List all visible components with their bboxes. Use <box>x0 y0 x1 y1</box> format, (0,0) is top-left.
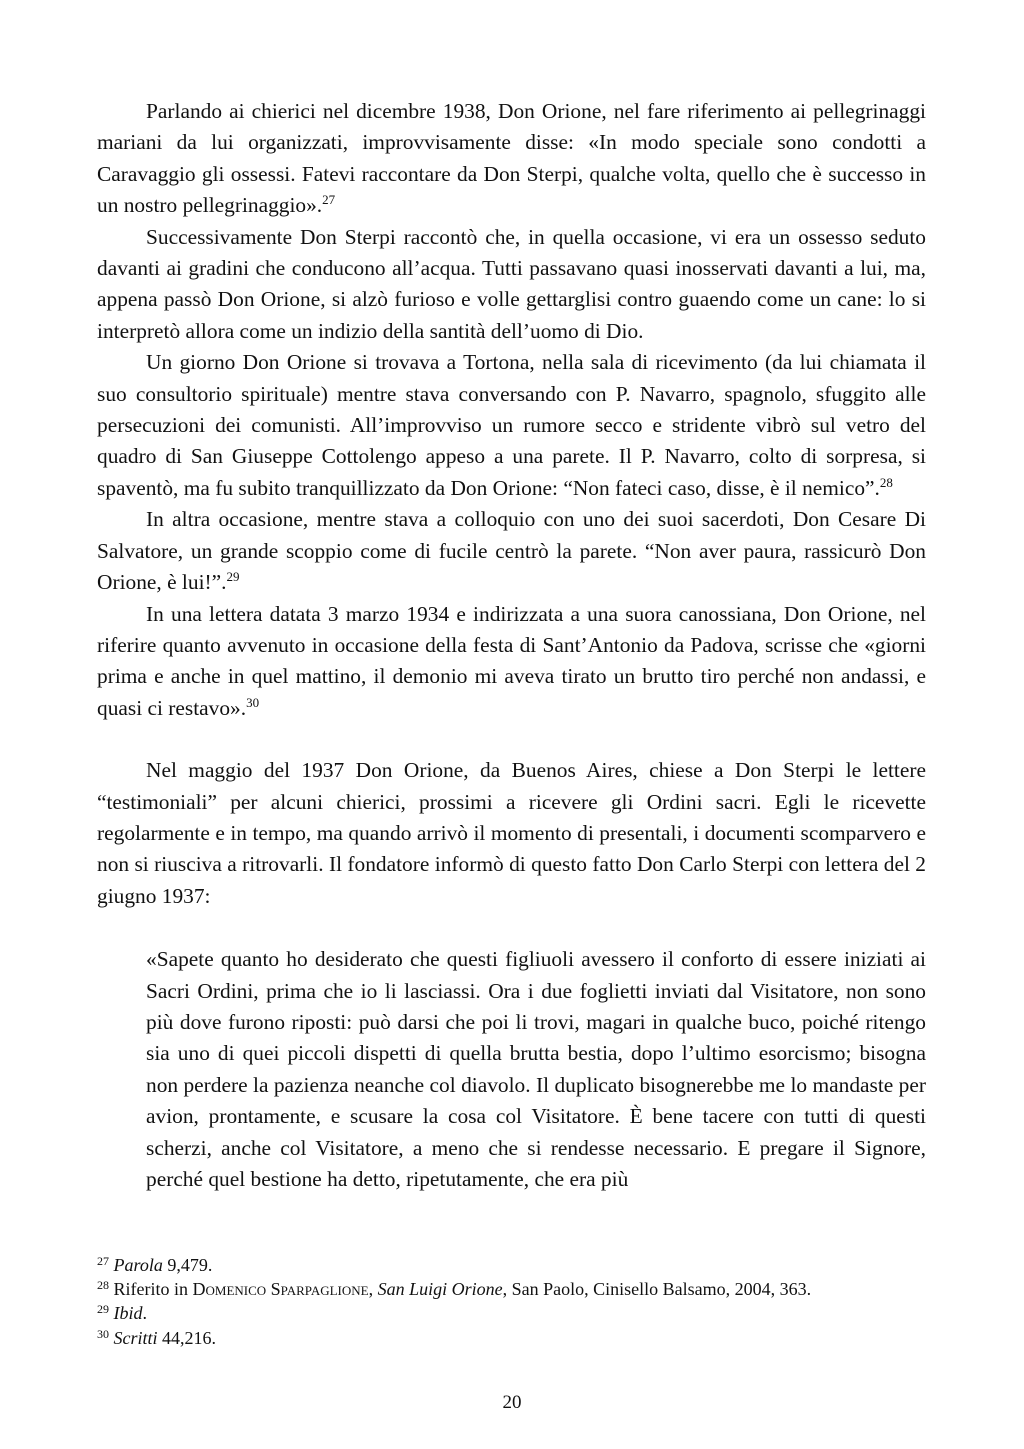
footnote-prefix: Riferito in <box>113 1279 193 1300</box>
footnote-work: Scritti <box>113 1327 158 1348</box>
footnote-30 <box>97 1326 937 1350</box>
footnote-ref: 30 <box>246 694 260 710</box>
paragraph <box>97 222 926 348</box>
footnote-number: 27 <box>97 1254 109 1268</box>
footnote-ref-text: , San Paolo, Cinisello Balsamo, 2004, 363. <box>502 1279 812 1300</box>
footnote-ref-text: . <box>142 1303 147 1324</box>
footnote-ref-text: 44,216. <box>157 1327 216 1348</box>
page-number: 20 <box>502 1392 522 1413</box>
footnote-ref-text: 9,479. <box>162 1255 213 1275</box>
footnote-ref: 28 <box>879 474 893 490</box>
paragraph <box>97 96 926 222</box>
footnote-number: 29 <box>97 1302 109 1317</box>
footnote-separator: , <box>368 1279 378 1300</box>
paragraph-text: Un giorno Don Orione si trovava a Tortona, nella sala di ricevimento (da lui chiamata il suo consultorio spirituale) mentre stava conversando con P. Navarro, spagnolo, sfuggito alle persecuzioni dei comunisti. All’improvviso un rumore secco e stridente vibrò sul vetro del quadro di San Giuseppe Cottolengo appeso a una parete. Il P. Navarro, colto di sorpresa, si spaventò, ma fu subito tranquillizzato da Don Orione: “Non fateci caso, disse, è il nemico”. <box>97 350 926 500</box>
paragraph-text: Successivamente Don Sterpi raccontò che, in quella occasione, vi era un ossesso seduto davanti ai gradini che conducono all’acqua. Tutti passavano quasi inosservati davanti a lui, ma, appena passò Don Orione, si alzò furioso e volle gettarglisi contro guaendo come un cane: lo si interpretò allora come un indizio della santità dell’uomo di Dio. <box>97 224 926 343</box>
body-text <box>97 96 926 1195</box>
footnote-28 <box>97 1277 937 1301</box>
footnote-ref: 29 <box>226 569 240 585</box>
paragraph-text: Nel maggio del 1937 Don Orione, da Buenos Aires, chiese a Don Sterpi le lettere “testimoniali” per alcuni chierici, prossimi a ricevere gli Ordini sacri. Egli le ricevette regolarmente e in tempo, ma quando arrivò il momento di presentali, i documenti scomparvero e non si riusciva a ritrovarli. Il fondatore informò di questo fatto Don Carlo Sterpi con lettera del 2 giugno 1937: <box>97 758 926 908</box>
paragraph-text: In altra occasione, mentre stava a colloquio con uno dei suoi sacerdoti, Don Cesare Di Salvatore, un grande scoppio come di fucile centrò la parete. “Non aver paura, rassicurò Don Orione, è lui!”. <box>97 507 926 595</box>
footnote-author-last: Sparpaglione <box>270 1279 369 1300</box>
footnote-ref: 27 <box>322 192 336 208</box>
footnote-number: 30 <box>97 1326 109 1341</box>
footnote-number: 28 <box>97 1278 109 1293</box>
footnote-work: San Luigi Orione <box>377 1279 503 1300</box>
footnotes <box>97 1253 937 1350</box>
paragraph <box>97 347 926 504</box>
paragraph <box>97 755 926 912</box>
paragraph-text: Parlando ai chierici nel dicembre 1938, Don Orione, nel fare riferimento ai pellegrinaggi mariani da lui organizzati, improvvisamente disse: «In modo speciale sono condotti a Caravaggio gli ossessi. Fatevi raccontare da Don Sterpi, qualche volta, quello che è successo in un nostro pellegrinaggio». <box>97 99 926 218</box>
footnote-27 <box>97 1253 937 1277</box>
paragraph-text: In una lettera datata 3 marzo 1934 e indirizzata a una suora canossiana, Don Orione, nel riferire quanto avvenuto in occasione della festa di Sant’Antonio da Padova, scrisse che «giorni prima e anche in quel mattino, il demonio mi aveva tirato un brutto tiro perché non andassi, e quasi ci restavo». <box>97 601 926 720</box>
footnote-work: Ibid <box>113 1303 143 1324</box>
paragraph <box>97 504 926 598</box>
footnote-work: Parola <box>113 1255 163 1275</box>
paragraph <box>97 599 926 725</box>
footnote-author-first: Domenico <box>192 1279 267 1300</box>
letter-quote: «Sapete quanto ho desiderato che questi figliuoli avessero il conforto di essere iniziati ai Sacri Ordini, prima che io li lasciassi. Ora i due foglietti inviati dal Visitatore, non sono più dove furono riposti: può darsi che poi li trovi, magari in qualche buco, poiché ritengo sia uno di quei piccoli dispetti di quella brutta bestia, dopo l’ultimo esorcismo; bisogna non perdere la pazienza neanche col diavolo. Il duplicato bisognerebbe me lo mandaste per avion, prontamente, e scusare la cosa col Visitatore. È bene tacere con tutti di questi scherzi, anche col Visitatore, a meno che si rendesse necessario. E pregare il Signore, perché quel bestione ha detto, ripetutamente, che era più <box>146 947 926 1191</box>
footnote-29 <box>97 1301 937 1325</box>
